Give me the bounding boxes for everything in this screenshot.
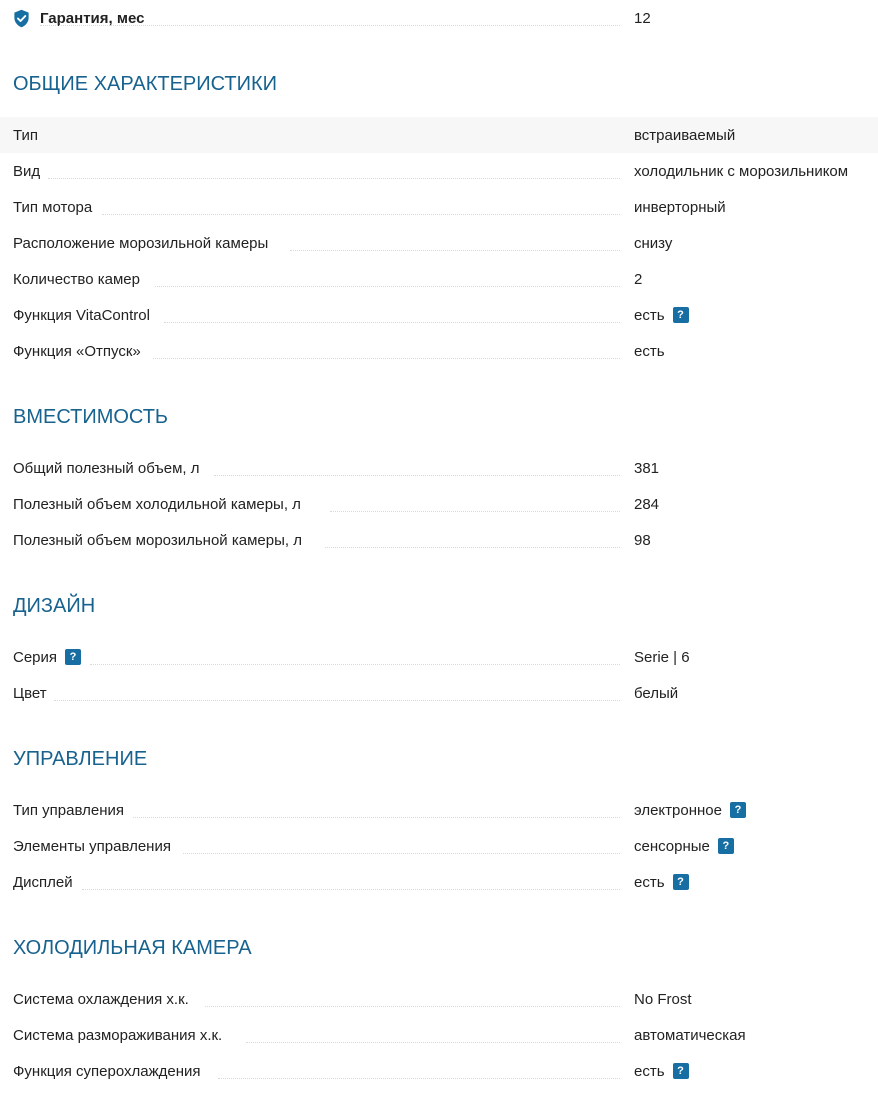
spec-row — [0, 639, 878, 675]
dotted-leader — [183, 853, 620, 854]
spec-label: Серия — [13, 648, 58, 666]
help-icon[interactable]: ? — [65, 649, 81, 665]
spec-row — [0, 450, 878, 486]
spec-value: встраиваемый — [634, 126, 736, 144]
spec-value: электронное — [634, 801, 722, 819]
spec-label: Тип управления — [13, 801, 124, 819]
spec-value: есть — [634, 342, 665, 360]
dotted-leader — [82, 889, 620, 890]
spec-label: Функция суперохлаждения — [13, 1062, 201, 1080]
dotted-leader — [246, 1042, 620, 1043]
spec-row — [0, 828, 878, 864]
spec-row — [0, 522, 878, 558]
spec-label: Полезный объем морозильной камеры, л — [13, 531, 302, 549]
dotted-leader — [40, 25, 620, 26]
spec-row — [0, 153, 878, 189]
spec-row — [0, 297, 878, 333]
section-title-capacity: ВМЕСТИМОСТЬ — [13, 406, 169, 428]
spec-label: Тип мотора — [13, 198, 93, 216]
help-icon[interactable]: ? — [730, 802, 746, 818]
section-title-design: ДИЗАЙН — [13, 595, 96, 617]
help-icon[interactable]: ? — [673, 874, 689, 890]
spec-label: Тип — [13, 126, 39, 144]
spec-label: Элементы управления — [13, 837, 171, 855]
spec-value-wrap — [634, 1053, 689, 1089]
dotted-leader — [90, 664, 620, 665]
dotted-leader — [155, 286, 620, 287]
spec-label: Общий полезный объем, л — [13, 459, 200, 477]
spec-value: белый — [634, 684, 679, 702]
dotted-leader — [325, 547, 620, 548]
section-title-general: ОБЩИЕ ХАРАКТЕРИСТИКИ — [13, 73, 278, 95]
spec-label: Дисплей — [13, 873, 73, 891]
help-icon[interactable]: ? — [673, 307, 689, 323]
spec-value: снизу — [634, 234, 673, 252]
spec-value: автоматическая — [634, 1026, 746, 1044]
spec-label: Функция VitaControl — [13, 306, 150, 324]
dotted-leader — [102, 214, 620, 215]
spec-row — [0, 981, 878, 1017]
help-icon[interactable]: ? — [673, 1063, 689, 1079]
dotted-leader — [164, 322, 620, 323]
dotted-leader — [290, 250, 620, 251]
spec-row — [0, 261, 878, 297]
spec-value-wrap — [634, 864, 689, 900]
spec-label: Система размораживания х.к. — [13, 1026, 223, 1044]
spec-label: Гарантия, мес — [40, 9, 145, 27]
spec-value: Serie | 6 — [634, 648, 690, 666]
spec-label: Расположение морозильной камеры — [13, 234, 269, 252]
spec-row — [0, 117, 878, 153]
spec-row — [0, 333, 878, 369]
spec-value: инверторный — [634, 198, 726, 216]
spec-label: Вид — [13, 162, 41, 180]
spec-label: Количество камер — [13, 270, 140, 288]
spec-value: 12 — [634, 9, 651, 27]
spec-row — [0, 792, 878, 828]
spec-value: 2 — [634, 270, 643, 288]
spec-value-wrap — [634, 297, 689, 333]
spec-value: есть — [634, 1062, 665, 1080]
section-title-fridge: ХОЛОДИЛЬНАЯ КАМЕРА — [13, 937, 252, 959]
spec-row — [0, 675, 878, 711]
dotted-leader — [205, 1006, 620, 1007]
shield-check-icon — [12, 9, 31, 28]
spec-label-wrap — [13, 639, 81, 675]
dotted-leader — [48, 178, 620, 179]
spec-label: Полезный объем холодильной камеры, л — [13, 495, 301, 513]
spec-row — [0, 1017, 878, 1053]
spec-row-warranty — [0, 0, 878, 36]
spec-label: Цвет — [13, 684, 47, 702]
help-icon[interactable]: ? — [718, 838, 734, 854]
spec-value: 381 — [634, 459, 660, 477]
spec-value-wrap — [634, 828, 734, 864]
spec-value: холодильник с морозильником — [634, 162, 849, 180]
dotted-leader — [133, 817, 620, 818]
spec-row — [0, 864, 878, 900]
dotted-leader — [330, 511, 620, 512]
dotted-leader — [218, 1078, 620, 1079]
spec-value: 284 — [634, 495, 660, 513]
spec-value: No Frost — [634, 990, 692, 1008]
spec-label: Функция «Отпуск» — [13, 342, 141, 360]
spec-label: Система охлаждения х.к. — [13, 990, 189, 1008]
spec-row — [0, 225, 878, 261]
spec-value-wrap — [634, 792, 746, 828]
spec-value: 98 — [634, 531, 651, 549]
spec-row — [0, 486, 878, 522]
dotted-leader — [153, 358, 620, 359]
dotted-leader — [214, 475, 620, 476]
spec-value: есть — [634, 306, 665, 324]
section-title-control: УПРАВЛЕНИЕ — [13, 748, 148, 770]
dotted-leader — [54, 700, 620, 701]
spec-value: есть — [634, 873, 665, 891]
spec-row — [0, 1053, 878, 1089]
spec-value: сенсорные — [634, 837, 710, 855]
spec-row — [0, 189, 878, 225]
